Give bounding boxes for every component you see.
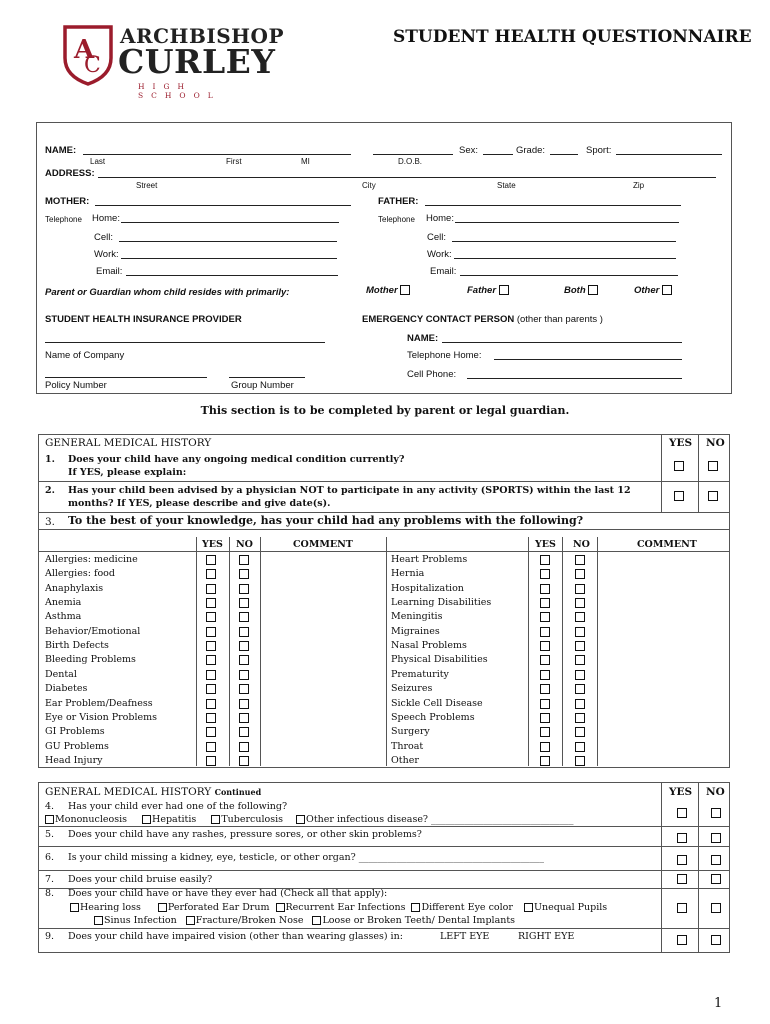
father-home-field[interactable] bbox=[455, 213, 679, 223]
condition-left-no-checkbox[interactable] bbox=[239, 699, 249, 709]
condition-left-no-checkbox[interactable] bbox=[239, 742, 249, 752]
condition-left-yes-checkbox[interactable] bbox=[206, 684, 216, 694]
condition-left-no-checkbox[interactable] bbox=[239, 655, 249, 665]
q8-number: 8. bbox=[45, 888, 55, 899]
condition-left-yes-checkbox[interactable] bbox=[206, 612, 216, 622]
condition-left-yes-checkbox[interactable] bbox=[206, 756, 216, 766]
condition-label-right: Meningitis bbox=[391, 611, 443, 622]
q4-text: Has your child ever had one of the following? bbox=[68, 801, 288, 812]
condition-right-yes-checkbox[interactable] bbox=[540, 627, 550, 637]
section-note: This section is to be completed by parent or legal guardian. bbox=[200, 404, 570, 417]
condition-right-yes-checkbox[interactable] bbox=[540, 612, 550, 622]
condition-label-left: Bleeding Problems bbox=[45, 654, 136, 665]
q6-yes-checkbox[interactable] bbox=[677, 855, 687, 865]
other-infectious-checkbox[interactable] bbox=[296, 815, 305, 824]
resides-option-mother[interactable]: Mother bbox=[366, 285, 410, 296]
condition-label-right: Nasal Problems bbox=[391, 640, 467, 651]
condition-label-right: Hernia bbox=[391, 568, 425, 579]
mother-cell-field[interactable] bbox=[119, 232, 337, 242]
other-checkbox[interactable] bbox=[662, 285, 672, 295]
father-email-field[interactable] bbox=[460, 266, 678, 276]
insurance-label: STUDENT HEALTH INSURANCE PROVIDER bbox=[45, 314, 242, 325]
condition-label-left: Dental bbox=[45, 669, 77, 680]
q8-row2: Sinus Infection Fracture/Broken Nose Loose or Broken Teeth/ Dental Implants bbox=[94, 915, 515, 926]
condition-right-yes-checkbox[interactable] bbox=[540, 756, 550, 766]
q8-no-checkbox[interactable] bbox=[711, 903, 721, 913]
emergency-label: EMERGENCY CONTACT PERSON (other than parents ) bbox=[362, 314, 603, 325]
state-caption: State bbox=[497, 181, 516, 190]
mother-home-label: Home: bbox=[92, 213, 120, 224]
logo-name-line1: ARCHBISHOP bbox=[120, 24, 285, 48]
condition-label-left: Asthma bbox=[45, 611, 82, 622]
svg-text:A: A bbox=[74, 35, 95, 65]
father-home-label: Home: bbox=[426, 213, 454, 224]
q7-yes-checkbox[interactable] bbox=[677, 874, 687, 884]
grade-label: Grade: bbox=[516, 145, 546, 156]
condition-left-yes-checkbox[interactable] bbox=[206, 727, 216, 737]
condition-label-right: Sickle Cell Disease bbox=[391, 698, 483, 709]
condition-right-no-checkbox[interactable] bbox=[575, 655, 585, 665]
condition-left-yes-checkbox[interactable] bbox=[206, 742, 216, 752]
father-field[interactable] bbox=[425, 196, 681, 206]
eye-color-checkbox[interactable] bbox=[411, 903, 420, 912]
condition-right-no-checkbox[interactable] bbox=[575, 699, 585, 709]
teeth-checkbox[interactable] bbox=[312, 916, 321, 925]
condition-right-yes-checkbox[interactable] bbox=[540, 742, 550, 752]
condition-left-no-checkbox[interactable] bbox=[239, 627, 249, 637]
sinus-checkbox[interactable] bbox=[94, 916, 103, 925]
q9-right-eye: RIGHT EYE bbox=[518, 931, 575, 942]
condition-label-left: Behavior/Emotional bbox=[45, 626, 141, 637]
q7-no-checkbox[interactable] bbox=[711, 874, 721, 884]
mother-cell-label: Cell: bbox=[94, 232, 114, 243]
q9-no-checkbox[interactable] bbox=[711, 935, 721, 945]
condition-label-left: GI Problems bbox=[45, 726, 105, 737]
condition-left-yes-checkbox[interactable] bbox=[206, 555, 216, 565]
condition-left-yes-checkbox[interactable] bbox=[206, 584, 216, 594]
condition-label-right: Physical Disabilities bbox=[391, 654, 488, 665]
mother-work-field[interactable] bbox=[121, 249, 337, 259]
address-field[interactable] bbox=[98, 168, 716, 178]
ec-home-field[interactable] bbox=[494, 350, 682, 360]
condition-left-no-checkbox[interactable] bbox=[239, 684, 249, 694]
condition-left-no-checkbox[interactable] bbox=[239, 713, 249, 723]
history2-title: GENERAL MEDICAL HISTORY Continued bbox=[45, 786, 262, 798]
condition-right-no-checkbox[interactable] bbox=[575, 569, 585, 579]
mono-checkbox[interactable] bbox=[45, 815, 54, 824]
mother-email-label: Email: bbox=[96, 266, 123, 277]
condition-left-no-checkbox[interactable] bbox=[239, 555, 249, 565]
condition-right-yes-checkbox[interactable] bbox=[540, 699, 550, 709]
q2-yes-checkbox[interactable] bbox=[674, 491, 684, 501]
right-comment-header: COMMENT bbox=[637, 539, 697, 550]
condition-left-yes-checkbox[interactable] bbox=[206, 670, 216, 680]
father-work-field[interactable] bbox=[454, 249, 676, 259]
svg-text:C: C bbox=[84, 53, 101, 78]
resides-option-both[interactable]: Both bbox=[564, 285, 598, 296]
father-label: FATHER: bbox=[378, 196, 419, 207]
tb-checkbox[interactable] bbox=[211, 815, 220, 824]
ec-cell-field[interactable] bbox=[467, 369, 682, 379]
history2-yes-header: YES bbox=[669, 786, 693, 798]
zip-caption: Zip bbox=[633, 181, 645, 190]
father-work-label: Work: bbox=[427, 249, 452, 260]
condition-label-left: Eye or Vision Problems bbox=[45, 712, 158, 723]
sport-label: Sport: bbox=[586, 145, 612, 156]
mi-caption: MI bbox=[301, 157, 310, 166]
q5-text: Does your child have any rashes, pressure sores, or other skin problems? bbox=[68, 829, 422, 840]
condition-right-no-checkbox[interactable] bbox=[575, 627, 585, 637]
sex-field[interactable] bbox=[483, 145, 513, 155]
history1-yes-header: YES bbox=[669, 437, 693, 449]
father-cell-label: Cell: bbox=[427, 232, 447, 243]
history1-title: GENERAL MEDICAL HISTORY bbox=[45, 437, 212, 449]
q2-text: Has your child been advised by a physician NOT to participate in any activity (SPORTS) within the last 12 bbox=[68, 485, 631, 496]
q1-text: Does your child have any ongoing medical condition currently? bbox=[68, 454, 405, 465]
condition-label-left: Allergies: food bbox=[45, 568, 115, 579]
father-email-label: Email: bbox=[430, 266, 457, 277]
q8-yes-checkbox[interactable] bbox=[677, 903, 687, 913]
q6-number: 6. bbox=[45, 852, 55, 863]
logo-tagline: HIGH SCHOOL bbox=[138, 82, 221, 100]
policy-caption: Policy Number bbox=[45, 380, 107, 391]
ear-infection-checkbox[interactable] bbox=[276, 903, 285, 912]
condition-left-no-checkbox[interactable] bbox=[239, 756, 249, 766]
sex-label: Sex: bbox=[459, 145, 479, 156]
resides-option-other[interactable]: Other bbox=[634, 285, 672, 296]
dob-caption: D.O.B. bbox=[398, 157, 423, 166]
condition-left-no-checkbox[interactable] bbox=[239, 584, 249, 594]
mother-telephone-caption: Telephone bbox=[45, 215, 82, 224]
school-logo bbox=[62, 24, 285, 100]
both-checkbox[interactable] bbox=[588, 285, 598, 295]
condition-right-yes-checkbox[interactable] bbox=[540, 555, 550, 565]
q3-text: To the best of your knowledge, has your child had any problems with the following? bbox=[68, 514, 584, 527]
condition-label-right: Learning Disabilities bbox=[391, 597, 492, 608]
q4-number: 4. bbox=[45, 801, 55, 812]
condition-label-left: Ear Problem/Deafness bbox=[45, 698, 153, 709]
first-caption: First bbox=[226, 157, 242, 166]
insurance-field[interactable] bbox=[45, 333, 325, 343]
mother-field[interactable] bbox=[95, 196, 351, 206]
condition-label-right: Hospitalization bbox=[391, 583, 464, 594]
q9-text: Does your child have impaired vision (other than wearing glasses) in: bbox=[68, 931, 403, 942]
condition-label-left: Allergies: medicine bbox=[45, 554, 138, 565]
condition-label-right: Migraines bbox=[391, 626, 440, 637]
logo-name-line2: CURLEY bbox=[118, 42, 276, 81]
condition-right-no-checkbox[interactable] bbox=[575, 713, 585, 723]
condition-label-left: GU Problems bbox=[45, 741, 109, 752]
condition-label-left: Diabetes bbox=[45, 683, 88, 694]
right-yes-header: YES bbox=[535, 539, 556, 550]
policy-field[interactable] bbox=[45, 368, 207, 378]
q9-yes-checkbox[interactable] bbox=[677, 935, 687, 945]
q5-no-checkbox[interactable] bbox=[711, 833, 721, 843]
ec-name-field[interactable] bbox=[442, 333, 682, 343]
condition-left-yes-checkbox[interactable] bbox=[206, 641, 216, 651]
condition-right-yes-checkbox[interactable] bbox=[540, 584, 550, 594]
hepatitis-checkbox[interactable] bbox=[142, 815, 151, 824]
q4-yes-checkbox[interactable] bbox=[677, 808, 687, 818]
broken-nose-checkbox[interactable] bbox=[186, 916, 195, 925]
address-label: ADDRESS: bbox=[45, 168, 95, 179]
father-telephone-caption: Telephone bbox=[378, 215, 415, 224]
condition-right-no-checkbox[interactable] bbox=[575, 598, 585, 608]
city-caption: City bbox=[362, 181, 376, 190]
history1-no-header: NO bbox=[706, 437, 725, 449]
left-yes-header: YES bbox=[202, 539, 223, 550]
q4-no-checkbox[interactable] bbox=[711, 808, 721, 818]
resides-label: Parent or Guardian whom child resides with primarily: bbox=[45, 287, 290, 298]
unequal-pupils-checkbox[interactable] bbox=[524, 903, 533, 912]
q9-left-eye: LEFT EYE bbox=[440, 931, 490, 942]
company-caption: Name of Company bbox=[45, 350, 125, 361]
condition-left-no-checkbox[interactable] bbox=[239, 727, 249, 737]
name-field[interactable] bbox=[83, 145, 351, 155]
condition-label-left: Birth Defects bbox=[45, 640, 109, 651]
condition-label-right: Seizures bbox=[391, 683, 433, 694]
condition-left-yes-checkbox[interactable] bbox=[206, 699, 216, 709]
condition-right-yes-checkbox[interactable] bbox=[540, 713, 550, 723]
condition-right-no-checkbox[interactable] bbox=[575, 756, 585, 766]
mother-label: MOTHER: bbox=[45, 196, 90, 207]
condition-left-yes-checkbox[interactable] bbox=[206, 655, 216, 665]
group-caption: Group Number bbox=[231, 380, 294, 391]
condition-right-yes-checkbox[interactable] bbox=[540, 655, 550, 665]
condition-left-no-checkbox[interactable] bbox=[239, 670, 249, 680]
condition-right-yes-checkbox[interactable] bbox=[540, 569, 550, 579]
condition-right-yes-checkbox[interactable] bbox=[540, 641, 550, 651]
q1-explain: If YES, please explain: bbox=[68, 467, 187, 478]
q2-no-checkbox[interactable] bbox=[708, 491, 718, 501]
sport-field[interactable] bbox=[616, 145, 722, 155]
street-caption: Street bbox=[136, 181, 158, 190]
q3-number: 3. bbox=[45, 516, 56, 528]
condition-left-yes-checkbox[interactable] bbox=[206, 598, 216, 608]
condition-left-yes-checkbox[interactable] bbox=[206, 713, 216, 723]
condition-left-no-checkbox[interactable] bbox=[239, 612, 249, 622]
dob-field[interactable] bbox=[373, 145, 453, 155]
condition-left-yes-checkbox[interactable] bbox=[206, 569, 216, 579]
condition-label-right: Speech Problems bbox=[391, 712, 475, 723]
q1-number: 1. bbox=[45, 454, 55, 465]
condition-left-no-checkbox[interactable] bbox=[239, 569, 249, 579]
group-field[interactable] bbox=[229, 368, 305, 378]
condition-left-no-checkbox[interactable] bbox=[239, 598, 249, 608]
ec-name-label: NAME: bbox=[407, 333, 439, 344]
condition-right-no-checkbox[interactable] bbox=[575, 727, 585, 737]
condition-label-right: Prematurity bbox=[391, 669, 449, 680]
q8-text: Does your child have or have they ever had (Check all that apply): bbox=[68, 888, 388, 899]
condition-label-right: Other bbox=[391, 755, 419, 766]
history2-no-header: NO bbox=[706, 786, 725, 798]
condition-right-yes-checkbox[interactable] bbox=[540, 598, 550, 608]
left-comment-header: COMMENT bbox=[293, 539, 353, 550]
mother-checkbox[interactable] bbox=[400, 285, 410, 295]
condition-left-yes-checkbox[interactable] bbox=[206, 627, 216, 637]
condition-label-left: Head Injury bbox=[45, 755, 103, 766]
condition-right-yes-checkbox[interactable] bbox=[540, 670, 550, 680]
father-checkbox[interactable] bbox=[499, 285, 509, 295]
q2-describe: months? If YES, please describe and give date(s). bbox=[68, 498, 331, 509]
mother-home-field[interactable] bbox=[121, 213, 339, 223]
condition-right-no-checkbox[interactable] bbox=[575, 641, 585, 651]
q4-options: Mononucleosis Hepatitis Tuberculosis Other infectious disease? ______________________________ bbox=[45, 814, 574, 825]
last-caption: Last bbox=[90, 157, 106, 166]
condition-right-no-checkbox[interactable] bbox=[575, 584, 585, 594]
q5-yes-checkbox[interactable] bbox=[677, 833, 687, 843]
mother-email-field[interactable] bbox=[126, 266, 338, 276]
condition-right-no-checkbox[interactable] bbox=[575, 555, 585, 565]
condition-right-yes-checkbox[interactable] bbox=[540, 727, 550, 737]
page-title: STUDENT HEALTH QUESTIONNAIRE bbox=[393, 27, 752, 47]
resides-option-father[interactable]: Father bbox=[467, 285, 509, 296]
name-label: NAME: bbox=[45, 145, 77, 156]
condition-label-right: Heart Problems bbox=[391, 554, 468, 565]
condition-label-right: Surgery bbox=[391, 726, 430, 737]
condition-right-no-checkbox[interactable] bbox=[575, 742, 585, 752]
shield-icon bbox=[62, 24, 114, 86]
condition-right-no-checkbox[interactable] bbox=[575, 684, 585, 694]
mother-work-label: Work: bbox=[94, 249, 119, 260]
q7-number: 7. bbox=[45, 874, 55, 885]
q2-number: 2. bbox=[45, 485, 55, 496]
condition-label-right: Throat bbox=[391, 741, 424, 752]
father-cell-field[interactable] bbox=[452, 232, 676, 242]
condition-label-left: Anemia bbox=[45, 597, 82, 608]
perforated-ear-checkbox[interactable] bbox=[158, 903, 167, 912]
left-no-header: NO bbox=[236, 539, 253, 550]
condition-right-no-checkbox[interactable] bbox=[575, 612, 585, 622]
hearing-loss-checkbox[interactable] bbox=[70, 903, 79, 912]
condition-left-no-checkbox[interactable] bbox=[239, 641, 249, 651]
q6-no-checkbox[interactable] bbox=[711, 855, 721, 865]
q5-number: 5. bbox=[45, 829, 55, 840]
q6-text: Is your child missing a kidney, eye, testicle, or other organ? _______________________________________ bbox=[68, 852, 544, 863]
condition-right-no-checkbox[interactable] bbox=[575, 670, 585, 680]
condition-label-left: Anaphylaxis bbox=[45, 583, 104, 594]
condition-right-yes-checkbox[interactable] bbox=[540, 684, 550, 694]
page-number: 1 bbox=[714, 996, 723, 1011]
q7-text: Does your child bruise easily? bbox=[68, 874, 213, 885]
q9-number: 9. bbox=[45, 931, 55, 942]
right-no-header: NO bbox=[573, 539, 590, 550]
ec-cell-label: Cell Phone: bbox=[407, 369, 457, 380]
q1-no-checkbox[interactable] bbox=[708, 461, 718, 471]
ec-home-label: Telephone Home: bbox=[407, 350, 482, 361]
q8-row1: Hearing loss Perforated Ear Drum Recurrent Ear Infections Different Eye color Unequal Pupils bbox=[70, 902, 607, 913]
q1-yes-checkbox[interactable] bbox=[674, 461, 684, 471]
grade-field[interactable] bbox=[550, 145, 578, 155]
